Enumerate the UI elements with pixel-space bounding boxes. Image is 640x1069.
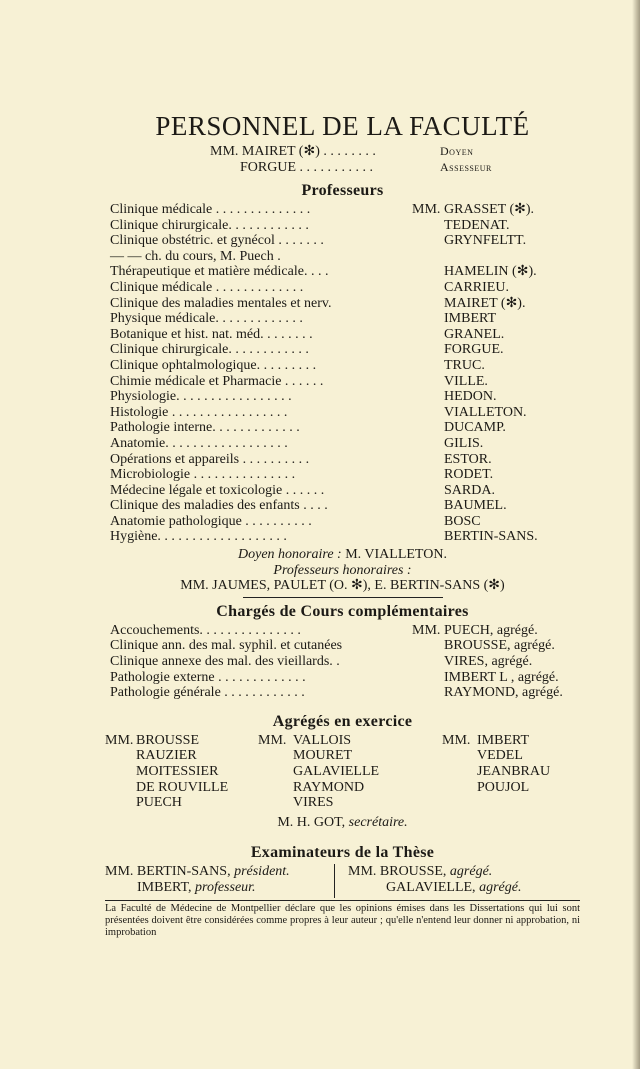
professor-row — [110, 436, 575, 452]
chair-label: Anatomie. . . . . . . . . . . . . . . . . . — [110, 435, 288, 451]
secretaire-name: M. H. GOT, — [277, 814, 346, 830]
document-page — [105, 110, 580, 939]
doyen-honoraire-name: M. VIALLETON. — [345, 547, 447, 563]
course-label: Clinique ann. des mal. syphil. et cutanées — [110, 638, 343, 654]
chair-label: Microbiologie . . . . . . . . . . . . . . . — [110, 467, 296, 483]
professor-name: VILLE. — [444, 373, 488, 389]
agrege-name: GALAVIELLE — [293, 764, 380, 779]
professor-row — [110, 342, 575, 358]
chair-label: Clinique obstétric. et gynécol . . . . . . . — [110, 233, 324, 249]
page-edge-shadow — [632, 0, 640, 1069]
agrege-name: MOURET — [293, 748, 353, 764]
charges-heading: Chargés de Cours complémentaires — [216, 602, 469, 620]
professor-name: GILIS. — [444, 435, 484, 451]
chair-label: Physiologie. . . . . . . . . . . . . . . . . — [110, 389, 292, 405]
examiner-name: MM. BROUSSE, — [348, 864, 447, 880]
professor-name: CARRIEU. — [444, 279, 509, 295]
examinateurs-heading: Examinateurs de la Thèse — [250, 844, 435, 862]
professor-name: GRASSET (✻). — [444, 202, 535, 217]
professeurs-heading: Professeurs — [301, 182, 384, 199]
professor-name: IMBERT — [444, 311, 497, 327]
doyen-name: MM. MAIRET (✻) . . . . . . . . — [210, 144, 376, 159]
doyen-row — [110, 144, 575, 160]
lecturer-name: PUECH, agrégé. — [444, 622, 538, 638]
examiner-line — [348, 864, 492, 880]
professor-row — [110, 389, 575, 405]
chair-label: Clinique des maladies des enfants . . . . — [110, 498, 328, 514]
professor-row — [110, 233, 575, 249]
chair-label: Clinique des maladies mentales et nerv. — [110, 295, 332, 311]
agrege-name: MOITESSIER — [136, 764, 219, 779]
chair-label: Chimie médicale et Pharmacie . . . . . . — [110, 373, 324, 389]
examiner-role: agrégé. — [449, 864, 493, 880]
professeurs-honoraires-label: Professeurs honoraires : — [273, 562, 412, 578]
examiner-line — [386, 880, 521, 896]
agrege-name: DE ROUVILLE — [136, 779, 229, 795]
professor-row — [110, 280, 575, 296]
professor-row — [110, 483, 575, 499]
professor-name: DUCAMP. — [444, 420, 506, 436]
professor-row — [110, 264, 575, 280]
professor-name: FORGUE. — [444, 342, 504, 358]
doyen-role: Doyen — [440, 144, 474, 158]
chair-label: Clinique chirurgicale. . . . . . . . . . . . — [110, 342, 309, 358]
chair-label: Pathologie interne. . . . . . . . . . . . . — [110, 420, 300, 436]
chair-label: Opérations et appareils . . . . . . . . . . — [110, 451, 310, 467]
mm-prefix: MM. — [412, 622, 441, 638]
examiner-role: agrégé. — [479, 880, 522, 895]
professor-row — [110, 311, 575, 327]
examiner-name: GALAVIELLE, — [386, 880, 476, 895]
charge-row — [110, 685, 575, 701]
professor-name: BOSC — [444, 513, 481, 529]
charges-list — [110, 623, 575, 701]
professor-name: HEDON. — [444, 389, 497, 405]
professor-row — [110, 498, 575, 514]
examiner-role: président. — [234, 864, 290, 880]
chair-label: Clinique médicale . . . . . . . . . . . . . — [110, 279, 304, 295]
course-label: Accouchements. . . . . . . . . . . . . . . — [110, 622, 301, 638]
professor-row — [110, 249, 575, 265]
chair-label: Clinique ophtalmologique. . . . . . . . . — [110, 357, 317, 373]
professor-row — [110, 327, 575, 343]
professor-row — [110, 405, 575, 421]
assesseur-name: FORGUE . . . . . . . . . . . — [240, 159, 374, 175]
agrege-name: RAYMOND — [293, 779, 365, 795]
doyen-honoraire — [110, 547, 575, 563]
agreges-columns — [105, 732, 575, 813]
agrege-name: VALLOIS — [293, 732, 352, 748]
professor-name: RODET. — [444, 467, 494, 483]
doyen-honoraire-label: Doyen honoraire : — [238, 547, 342, 563]
charge-row — [110, 654, 575, 670]
lecturer-name: BROUSSE, agrégé. — [444, 638, 555, 654]
course-label: Pathologie générale . . . . . . . . . . . . — [110, 685, 305, 701]
professor-name: HAMELIN (✻). — [444, 264, 537, 280]
chair-label: Thérapeutique et matière médicale. . . . — [110, 264, 329, 280]
agreges-heading: Agrégés en exercice — [272, 712, 413, 730]
professor-row — [110, 514, 575, 530]
assesseur-row — [110, 160, 575, 176]
professeurs-honoraires-names: MM. JAUMES, PAULET (O. ✻), E. BERTIN-SANS (✻) — [180, 578, 505, 594]
chair-label: Anatomie pathologique . . . . . . . . . . — [110, 513, 312, 529]
section-divider — [243, 597, 443, 598]
examiner-name: MM. BERTIN-SANS, — [105, 864, 231, 880]
assesseur-role: Assesseur — [440, 159, 492, 174]
professor-row — [110, 218, 575, 234]
charge-row — [110, 623, 575, 639]
course-label: Pathologie externe . . . . . . . . . . . . . — [110, 669, 306, 685]
examinateurs-block — [105, 864, 575, 900]
professor-name: TEDENAT. — [444, 217, 510, 233]
professor-name: GRYNFELTT. — [444, 233, 527, 249]
professor-name: ESTOR. — [444, 451, 492, 467]
charge-row — [110, 670, 575, 686]
chair-label: Clinique chirurgicale. . . . . . . . . . . . — [110, 217, 309, 233]
examinateurs-divider — [334, 864, 335, 898]
agrege-name: VEDEL — [477, 748, 523, 764]
chair-label: Physique médicale. . . . . . . . . . . . . — [110, 311, 303, 327]
professor-name: TRUC. — [444, 357, 485, 373]
chair-label: Médecine légale et toxicologie . . . . . . — [110, 482, 325, 498]
professor-row — [110, 452, 575, 468]
professor-row — [110, 202, 575, 218]
examiner-name: IMBERT, — [137, 880, 192, 895]
administration-block — [110, 144, 575, 176]
examiner-line — [105, 864, 290, 880]
mm-prefix: MM. — [442, 732, 471, 748]
mm-prefix: MM. — [105, 732, 134, 748]
chair-label: — — ch. du cours, M. Puech . — [110, 248, 281, 264]
chair-label: Clinique médicale . . . . . . . . . . . . . . — [110, 202, 311, 217]
mm-prefix: MM. — [258, 732, 287, 748]
chair-label: Histologie . . . . . . . . . . . . . . . . . — [110, 404, 288, 420]
agrege-name: POUJOL — [477, 779, 530, 795]
professor-name: SARDA. — [444, 482, 495, 498]
examiner-line — [137, 880, 256, 896]
lecturer-name: RAYMOND, agrégé. — [444, 685, 563, 701]
examiner-role: professeur. — [195, 880, 256, 895]
mm-prefix: MM. — [412, 202, 441, 217]
agrege-name: VIRES — [293, 795, 334, 811]
agrege-name: JEANBRAU — [477, 764, 551, 779]
page-title: PERSONNEL DE LA FACULTÉ — [155, 111, 530, 141]
professor-row — [110, 420, 575, 436]
agrege-name: PUECH — [136, 795, 182, 811]
professor-name: VIALLETON. — [444, 404, 527, 420]
course-label: Clinique annexe des mal. des vieillards. . — [110, 654, 340, 670]
lecturer-name: VIRES, agrégé. — [444, 654, 533, 670]
chair-label: Botanique et hist. nat. méd. . . . . . . . — [110, 326, 313, 342]
professor-row — [110, 529, 575, 545]
professor-name: MAIRET (✻). — [444, 295, 526, 311]
chair-label: Hygiène. . . . . . . . . . . . . . . . . . . — [110, 529, 287, 545]
secretaire-line — [110, 815, 575, 831]
disclaimer-note: La Faculté de Médecine de Montpellier déclare que les opinions émises dans les Dissertations qui lui sont présentées doivent être considérées comme propres à leur auteur ; qu'elle n'entend leur donner ni approbation, ni improbation — [105, 900, 580, 939]
professor-name: BERTIN-SANS. — [444, 529, 538, 545]
professor-row — [110, 467, 575, 483]
professor-row — [110, 296, 575, 312]
agrege-name: IMBERT — [477, 732, 530, 748]
charge-row — [110, 638, 575, 654]
professor-name: GRANEL. — [444, 326, 505, 342]
agrege-name: BROUSSE — [136, 732, 200, 748]
professor-row — [110, 358, 575, 374]
secretaire-role: secrétaire. — [348, 814, 408, 830]
agrege-name: RAUZIER — [136, 748, 197, 764]
professor-row — [110, 374, 575, 390]
lecturer-name: IMBERT L , agrégé. — [444, 669, 559, 685]
professor-name: BAUMEL. — [444, 498, 507, 514]
professeurs-list — [110, 202, 575, 545]
